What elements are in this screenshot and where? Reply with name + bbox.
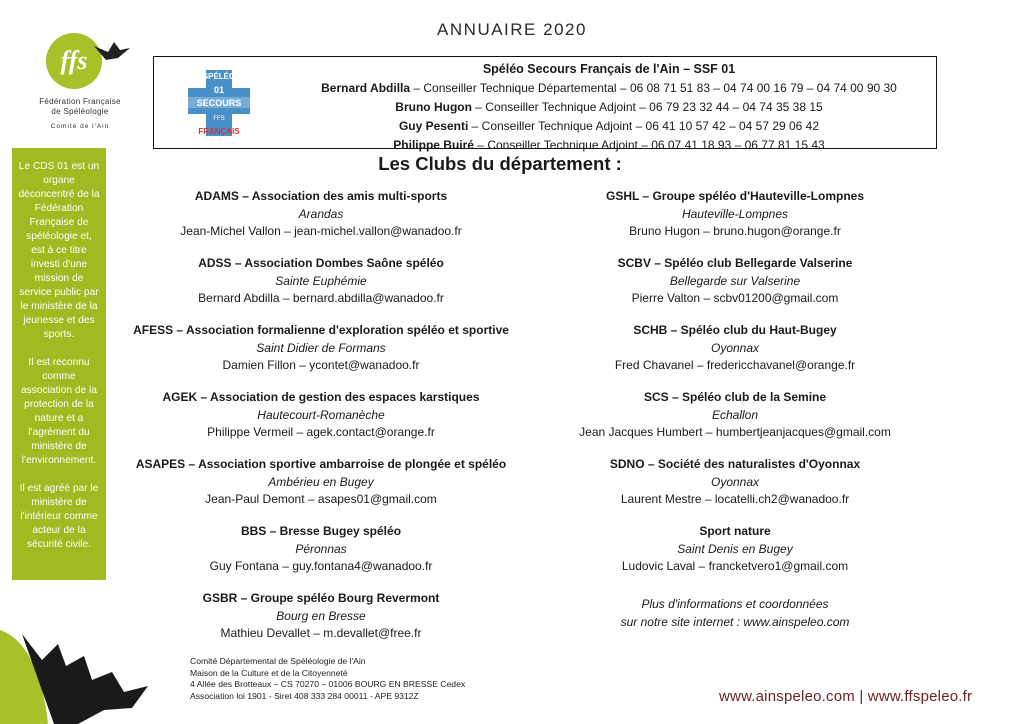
speleo-secours-badge [184, 64, 254, 142]
club-name: GSHL – Groupe spéléo d'Hauteville-Lompnes [605, 189, 865, 203]
club-name: Sport nature [699, 524, 771, 538]
club-contact[interactable]: Philippe Vermeil – agek.contact@orange.fr [207, 425, 435, 439]
ffs-logo-letters: ffs [60, 46, 88, 75]
sidebar-paragraph: Le CDS 01 est un organe déconcentré de la Fédération Française de spéléologie et, est à ce titre investi d'une mission de service public par le ministère de la jeunesse et des sports. [18, 161, 100, 340]
ssf-member-name: Bernard Abdilla [321, 81, 411, 95]
club-place: Hautecourt-Romanèche [257, 407, 385, 422]
club-entry [106, 523, 536, 590]
logo-committee: Comité de l'Ain [50, 123, 110, 130]
club-name: SCBV – Spéléo club Bellegarde Valserine [617, 256, 853, 270]
club-entry [520, 255, 950, 322]
ssf-member: Philippe Buiré – Conseiller Technique Adjoint – 06 07 41 18 93 – 06 77 81 15 43 [393, 138, 825, 152]
ssf-contacts [284, 60, 934, 155]
club-place: Arandas [298, 206, 344, 221]
club-place: Echallon [711, 407, 759, 422]
club-name: SDNO – Société des naturalistes d'Oyonnax [609, 457, 861, 471]
club-entry [520, 456, 950, 523]
club-name: ADSS – Association Dombes Saône spéléo [198, 256, 444, 270]
sidebar-info [12, 148, 106, 580]
clubs-right-column [520, 188, 950, 631]
more-info-line2[interactable]: sur notre site internet : www.ainspeleo.com [620, 614, 850, 629]
ssf-member-name: Philippe Buiré [393, 138, 474, 152]
more-info [520, 596, 950, 631]
club-contact[interactable]: Bernard Abdilla – bernard.abdilla@wanadoo.fr [198, 291, 444, 305]
club-place: Bourg en Bresse [276, 608, 366, 623]
sidebar-paragraph: Il est reconnu comme association de la protection de la nature et a l'agrément du ministère de l'environnement. [21, 357, 97, 466]
club-contact[interactable]: Jean Jacques Humbert – humbertjeanjacques@gmail.com [579, 425, 891, 439]
club-contact[interactable]: Mathieu Devallet – m.devallet@free.fr [220, 626, 422, 640]
club-name: SCHB – Spéléo club du Haut-Bugey [633, 323, 837, 337]
ssf-member-role: Conseiller Technique Adjoint – 06 41 10 57 42 – 04 57 29 06 42 [481, 119, 820, 133]
ssf-member-name: Bruno Hugon [395, 100, 472, 114]
ssf-member-role: Conseiller Technique Adjoint – 06 79 23 32 44 – 04 74 35 38 15 [485, 100, 823, 114]
club-place: Péronnas [295, 541, 347, 556]
badge-middle-text: SECOURS [196, 98, 242, 108]
club-name: AGEK – Association de gestion des espaces karstiques [162, 390, 480, 404]
ssf-member-role: Conseiller Technique Départemental – 06 08 71 51 83 – 04 74 00 16 79 – 04 74 00 90 30 [423, 81, 897, 95]
clubs-left-column [106, 188, 536, 657]
club-place: Saint Denis en Bugey [677, 541, 793, 556]
ssf-member-name: Guy Pesenti [398, 119, 469, 133]
club-entry [106, 322, 536, 389]
club-contact[interactable]: Damien Fillon – ycontet@wanadoo.fr [222, 358, 420, 372]
club-place: Oyonnax [710, 474, 760, 489]
ssf-box [153, 56, 937, 152]
club-name: SCS – Spéléo club de la Semine [643, 390, 827, 404]
club-name: ASAPES – Association sportive ambarroise de plongée et spéléo [135, 457, 507, 471]
club-entry [106, 188, 536, 255]
ssf-heading: Spéléo Secours Français de l'Ain – SSF 01 [482, 62, 736, 76]
club-entry [106, 389, 536, 456]
ffs-logo-mark [28, 30, 132, 92]
clubs-heading: Les Clubs du département : [378, 153, 622, 174]
club-entry [106, 590, 536, 657]
logo-org-line1: Fédération Française [39, 97, 121, 106]
ssf-member: Bernard Abdilla – Conseiller Technique Départemental – 06 08 71 51 83 – 04 74 00 16 79 – 04 74 00 90 30 [321, 81, 897, 95]
bat-decoration-icon [0, 600, 170, 724]
ssf-member: Guy Pesenti – Conseiller Technique Adjoint – 06 41 10 57 42 – 04 57 29 06 42 [398, 119, 820, 133]
club-place: Oyonnax [710, 340, 760, 355]
website-links[interactable]: www.ainspeleo.com | www.ffspeleo.fr [719, 688, 973, 705]
club-contact[interactable]: Jean-Paul Demont – asapes01@gmail.com [205, 492, 437, 506]
club-place: Bellegarde sur Valserine [669, 273, 801, 288]
club-contact[interactable]: Ludovic Laval – francketvero1@gmail.com [621, 559, 849, 573]
ssf-member-role: Conseiller Technique Adjoint – 06 07 41 18 93 – 06 77 81 15 43 [487, 138, 825, 152]
club-place: Ambérieu en Bugey [268, 474, 374, 489]
club-contact[interactable]: Guy Fontana – guy.fontana4@wanadoo.fr [209, 559, 433, 573]
ssf-member: Bruno Hugon – Conseiller Technique Adjoint – 06 79 23 32 44 – 04 74 35 38 15 [395, 100, 823, 114]
footer-address-line: Association loi 1901 - Siret 408 333 284 00011 - APE 9312Z [190, 690, 419, 701]
club-entry [520, 523, 950, 590]
footer-address [190, 656, 465, 702]
badge-small-text: FFS [213, 116, 225, 122]
sidebar-paragraph: Il est agréé par le ministère de l'intérieur comme acteur de la sécurité civile. [19, 483, 99, 550]
footer-address-line: 4 Allée des Brotteaux – CS 70270 – 01006 BOURG EN BRESSE Cedex [190, 679, 466, 689]
badge-bottom-text: FRANÇAIS [198, 127, 240, 136]
more-info-line1: Plus d'informations et coordonnées [641, 597, 829, 611]
club-entry [520, 188, 950, 255]
club-place: Sainte Euphémie [275, 273, 367, 288]
footer-address-line: Comité Départemental de Spéléologie de l'Ain [190, 656, 366, 666]
badge-top-text: SPÉLÉO [202, 72, 236, 81]
club-entry [520, 322, 950, 389]
club-name: GSBR – Groupe spéléo Bourg Revermont [202, 591, 440, 605]
page-title: ANNUAIRE 2020 [437, 20, 587, 39]
club-name: BBS – Bresse Bugey spéléo [240, 524, 402, 538]
club-contact[interactable]: Jean-Michel Vallon – jean-michel.vallon@wanadoo.fr [180, 224, 462, 238]
club-contact[interactable]: Pierre Valton – scbv01200@gmail.com [631, 291, 839, 305]
club-place: Saint Didier de Formans [256, 340, 386, 355]
club-place: Hauteville-Lompnes [681, 206, 789, 221]
badge-number-text: 01 [213, 85, 225, 95]
club-entry [106, 255, 536, 322]
club-contact[interactable]: Laurent Mestre – locatelli.ch2@wanadoo.fr [620, 492, 850, 506]
footer-address-line: Maison de la Culture et de la Citoyenneté [190, 667, 348, 678]
club-entry [520, 389, 950, 456]
club-contact[interactable]: Fred Chavanel – fredericchavanel@orange.fr [614, 358, 856, 372]
logo-org-line2: de Spéléologie [51, 107, 109, 116]
club-contact[interactable]: Bruno Hugon – bruno.hugon@orange.fr [629, 224, 841, 238]
club-name: AFESS – Association formalienne d'exploration spéléo et sportive [133, 323, 509, 337]
club-name: ADAMS – Association des amis multi-sports [194, 189, 448, 203]
club-entry [106, 456, 536, 523]
ffs-logo [28, 30, 132, 130]
